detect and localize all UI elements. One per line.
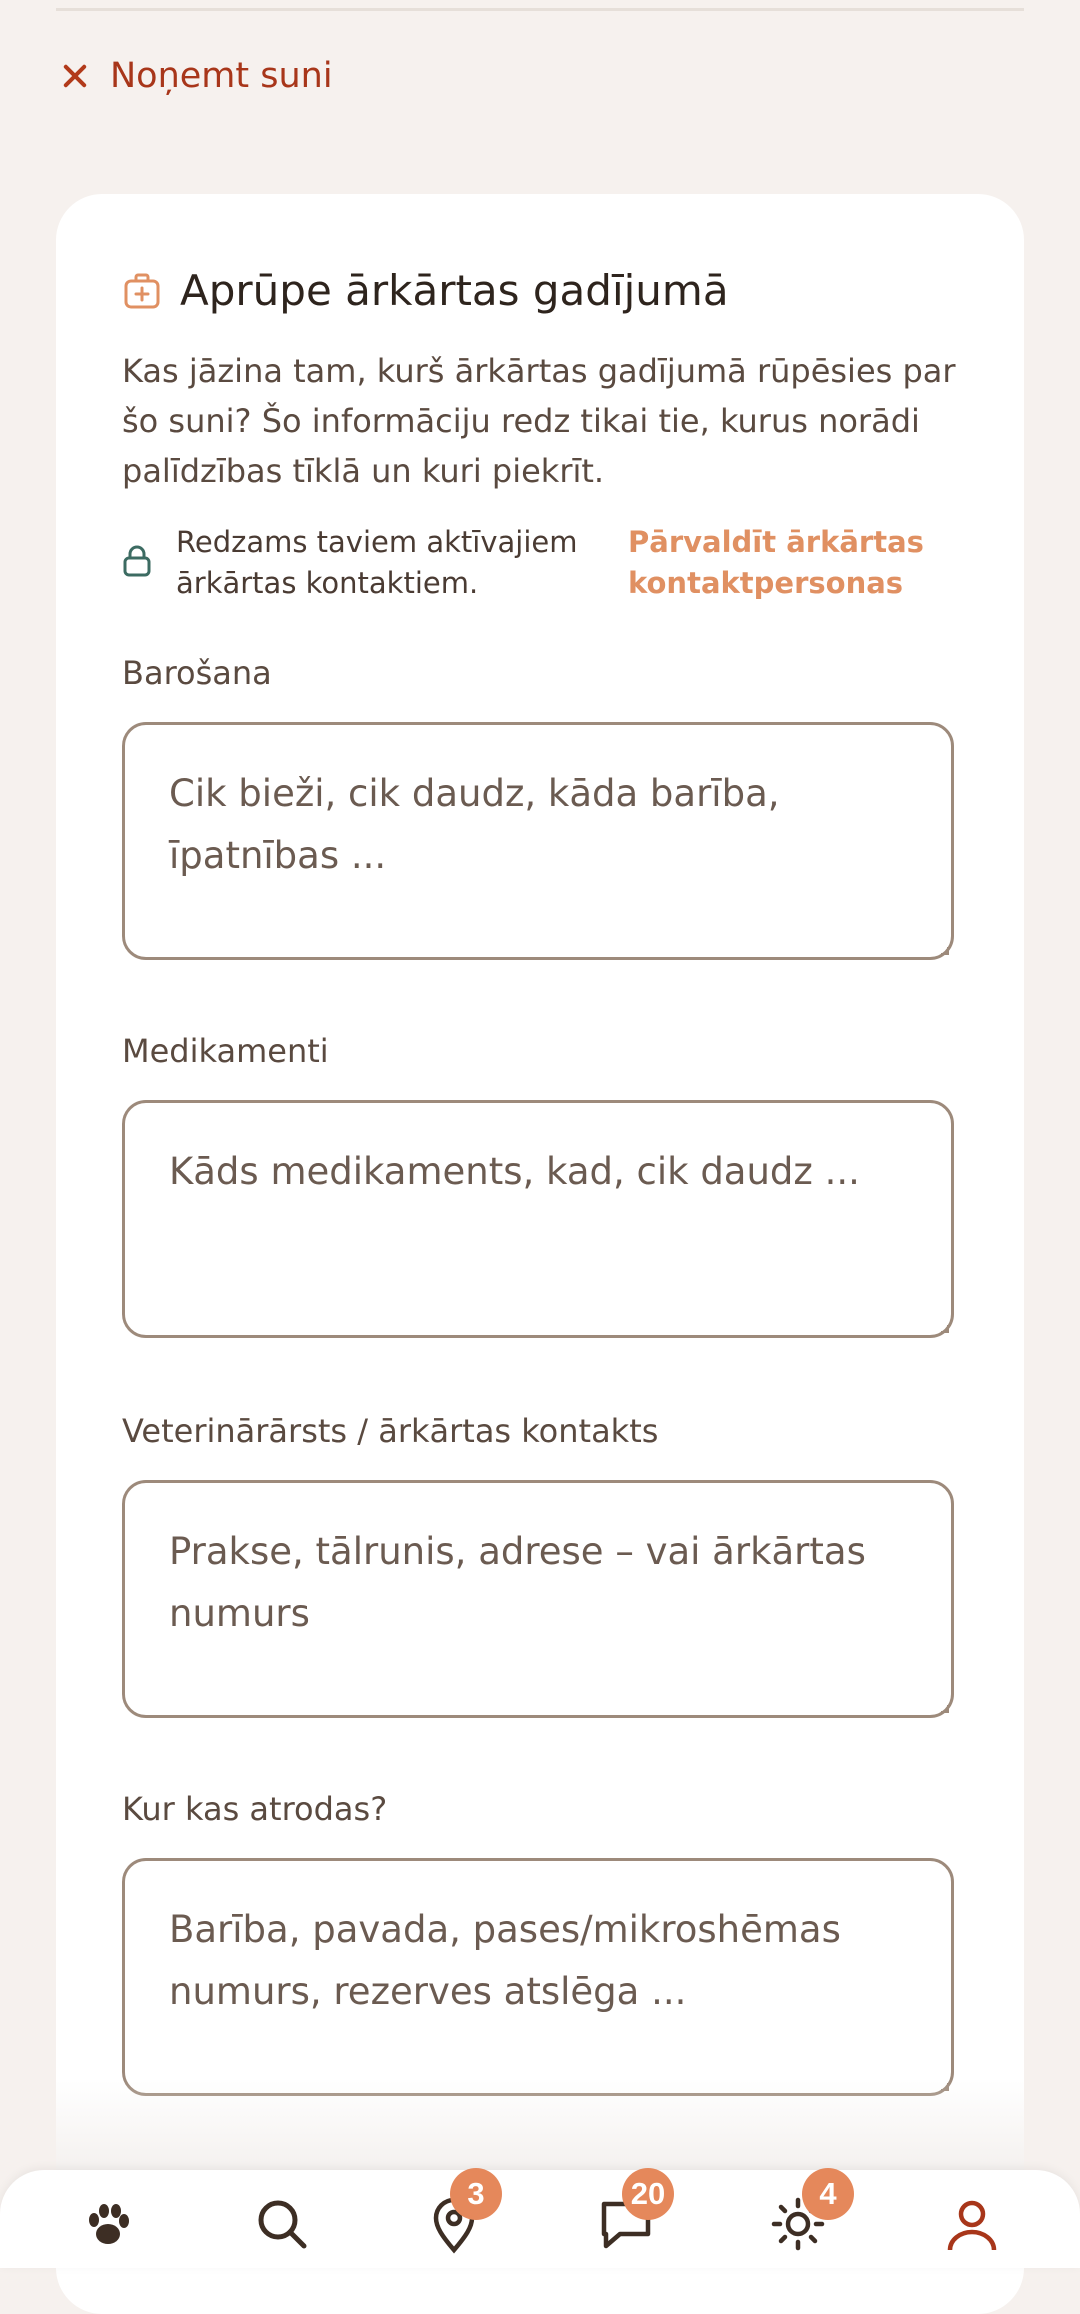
feeding-placeholder: Cik bieži, cik daudz, kāda barība, īpatnības ...: [169, 772, 780, 877]
nav-profile[interactable]: [942, 2194, 1002, 2254]
where-things-placeholder: Barība, pavada, pases/mikroshēmas numurs, rezerves atslēga ...: [169, 1908, 841, 2013]
first-aid-kit-icon: [122, 271, 162, 311]
remove-dog-label: Noņemt suni: [110, 56, 333, 96]
close-icon: [58, 59, 92, 93]
vet-contact-placeholder: Prakse, tālrunis, adrese – vai ārkārtas numurs: [169, 1530, 866, 1635]
medication-textarea[interactable]: [122, 1100, 954, 1338]
card-header: [122, 266, 729, 315]
medication-label: Medikamenti: [122, 1032, 329, 1070]
bottom-navigation: [0, 2170, 1080, 2268]
nav-messages[interactable]: [596, 2176, 666, 2254]
places-badge: 3: [450, 2168, 502, 2220]
visibility-row: [122, 522, 982, 612]
vet-contact-label: Veterinārārsts / ārkārtas kontakts: [122, 1412, 659, 1450]
card-description: Kas jāzina tam, kurš ārkārtas gadījumā rūpēsies par šo suni? Šo informāciju redz tikai tie, kurus norādi palīdzības tīklā un kuri piekrīt.: [122, 352, 956, 490]
manage-contacts-link[interactable]: Pārvaldīt ārkārtas kontaktpersonas: [628, 525, 924, 600]
resize-handle-icon[interactable]: [941, 1705, 949, 1713]
where-things-textarea[interactable]: [122, 1858, 954, 2096]
remove-dog-button[interactable]: [58, 56, 333, 96]
visibility-text: Redzams taviem aktīvajiem ārkārtas kontaktiem.: [176, 525, 578, 600]
card-title: Aprūpe ārkārtas gadījumā: [180, 266, 729, 315]
top-divider: [56, 8, 1024, 11]
feeding-label: Barošana: [122, 654, 272, 692]
emergency-care-card: [56, 194, 1024, 2314]
messages-badge: 20: [622, 2168, 674, 2220]
resize-handle-icon[interactable]: [941, 1325, 949, 1333]
lock-icon: [122, 544, 152, 578]
nav-dogs[interactable]: [78, 2194, 138, 2254]
vet-contact-textarea[interactable]: [122, 1480, 954, 1718]
nav-activity[interactable]: [768, 2176, 837, 2254]
medication-placeholder: Kāds medikaments, kad, cik daudz ...: [169, 1150, 860, 1193]
where-things-label: Kur kas atrodas?: [122, 1790, 388, 1828]
feeding-textarea[interactable]: [122, 722, 954, 960]
nav-places[interactable]: [424, 2176, 485, 2254]
resize-handle-icon[interactable]: [941, 947, 949, 955]
scroll-fade: [56, 2080, 1024, 2170]
activity-badge: 4: [802, 2168, 854, 2220]
nav-search[interactable]: [252, 2194, 312, 2254]
paw-icon: [78, 2194, 138, 2254]
search-icon: [252, 2194, 312, 2254]
profile-icon: [942, 2194, 1002, 2254]
